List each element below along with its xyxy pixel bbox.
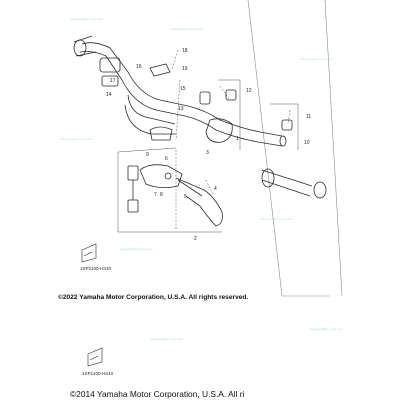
front-arrow-icon (88, 348, 102, 366)
leader-lines (172, 50, 290, 230)
callout-2: 2 (194, 236, 197, 242)
watermark (60, 17, 343, 341)
callout-17: 17 (110, 78, 116, 84)
callout-14: 14 (106, 92, 112, 98)
svg-text:www.yamaha-motor.com: www.yamaha-motor.com (300, 57, 333, 61)
callout-19: 19 (182, 66, 188, 72)
svg-text:www.yamaha-motor.com: www.yamaha-motor.com (310, 327, 343, 331)
callout-7: 7 (154, 192, 157, 198)
callout-18: 18 (182, 48, 188, 54)
callout-3: 3 (206, 150, 209, 156)
callout-5: 5 (184, 194, 187, 200)
handlebar (74, 36, 326, 198)
page-frame (248, 0, 342, 296)
part-code-label: 1SP1100-H410 (80, 266, 112, 271)
callout-6: 6 (165, 156, 168, 162)
svg-text:www.yamaha-motor.com: www.yamaha-motor.com (170, 27, 203, 31)
part-code-label: 1SP1100-H410 (82, 371, 114, 376)
callout-15: 15 (180, 86, 186, 92)
callout-8: 8 (160, 192, 163, 198)
svg-text:www.yamaha-motor.com: www.yamaha-motor.com (260, 217, 293, 221)
svg-text:www.yamaha-motor.com: www.yamaha-motor.com (150, 337, 183, 341)
copyright-2014: ©2014 Yamaha Motor Corporation, U.S.A. All ri (70, 389, 245, 399)
callout-9: 9 (146, 152, 149, 158)
callout-13: 13 (178, 106, 184, 112)
svg-text:www.yamaha-motor.com: www.yamaha-motor.com (120, 247, 153, 251)
callout-16: 16 (136, 64, 142, 70)
copyright-2022: ©2022 Yamaha Motor Corporation, U.S.A. All rights reserved. (58, 294, 249, 301)
callout-12: 12 (246, 88, 252, 94)
callout-11: 11 (306, 114, 312, 120)
callout-10: 10 (304, 140, 310, 146)
callout-1: 1 (236, 136, 239, 142)
callout-4: 4 (214, 186, 217, 192)
svg-text:www.yamaha-motor.com: www.yamaha-motor.com (60, 137, 93, 141)
callout-brackets (118, 80, 298, 232)
svg-text:www.yamaha-motor.com: www.yamaha-motor.com (70, 17, 103, 21)
front-arrow-icon (82, 244, 96, 262)
lever-assembly (128, 165, 222, 226)
